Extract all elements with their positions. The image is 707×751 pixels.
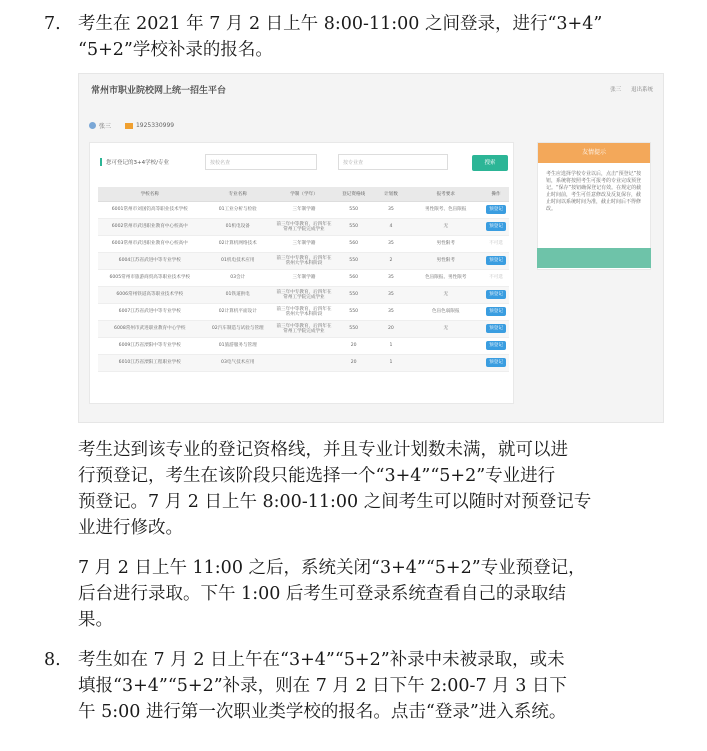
table-cell: 三年制学籍 — [274, 269, 334, 286]
table-cell: 6009江苏省溧阳中等专业学校 — [98, 337, 202, 354]
search-title: 您可登记的3+4学校/专业 — [100, 158, 169, 166]
table-cell: 550 — [334, 320, 373, 337]
search-row — [90, 143, 515, 179]
pre-register-button[interactable]: 预登记 — [486, 290, 506, 299]
brand-title: 常州市职业院校网上统一招生平台 — [91, 86, 227, 96]
table-cell: 550 — [334, 218, 373, 235]
para-b-line-1: 7 月 2 日上午 11:00 之后，系统关闭“3+4”“5+2”专业预登记， — [78, 558, 586, 578]
table-cell — [409, 354, 484, 371]
table-cell — [483, 269, 509, 286]
para-a-line-1: 考生达到该专业的登记资格线，并且专业计划数未满，就可以进 — [78, 440, 568, 460]
pre-register-button[interactable]: 预登记 — [486, 358, 506, 367]
table-cell: 01旅游服务与管理 — [202, 337, 274, 354]
table-cell — [483, 337, 509, 354]
top-link-user[interactable]: 张三 — [610, 87, 622, 93]
table-cell: 550 — [334, 252, 373, 269]
para-b-line-2: 后台进行录取。下午 1:00 后考生可登录系统查看自己的录取结 — [78, 584, 566, 604]
col-major: 专业名称 — [202, 187, 274, 201]
table-row — [98, 337, 509, 354]
pre-register-button[interactable]: 预登记 — [486, 341, 506, 350]
table-cell: 560 — [334, 269, 373, 286]
table-row — [98, 201, 509, 218]
table-cell: 03会计 — [202, 269, 274, 286]
table-cell: 560 — [334, 235, 373, 252]
table-cell — [483, 201, 509, 218]
top-links — [602, 85, 653, 93]
table-row — [98, 354, 509, 371]
item-7-line-2: “5+2”学校补录的报名。 — [78, 40, 273, 60]
pre-register-button[interactable]: 预登记 — [486, 307, 506, 316]
table-cell: 色盲色弱限报 — [409, 303, 484, 320]
col-threshold: 登记资格线 — [334, 187, 373, 201]
table-row — [98, 286, 509, 303]
pre-register-button[interactable]: 预登记 — [486, 324, 506, 333]
table-cell: 6002常州市武进职业教育中心校高中 — [98, 218, 202, 235]
table-cell: 35 — [373, 303, 408, 320]
table-cell: 6003常州市武进职业教育中心校高中 — [98, 235, 202, 252]
notice-body: 考生应选择学校专业以后，点击“预登记”按钮，系统将按照考生可报考的专业完成预登记。“保存”按钮确保登记有效。在规定的截止时间前，考生可任意修改及反复保存，截止时间以系统时间为准，截止时间后不得修改。 — [546, 171, 642, 212]
table-cell: 6004江苏省武进中等专业学校 — [98, 252, 202, 269]
item-8-line-2: 填报“3+4”“5+2”补录，则在 7 月 2 日下午 2:00-7 月 3 日下 — [78, 676, 567, 696]
table-cell: 6006常州铁道高等职业技术学校 — [98, 286, 202, 303]
table-row — [98, 320, 509, 337]
table-cell: 无 — [409, 320, 484, 337]
table-cell — [483, 320, 509, 337]
table-cell: 无 — [409, 218, 484, 235]
school-table — [98, 187, 509, 372]
search-button[interactable]: 搜索 — [472, 155, 508, 171]
user-info — [89, 121, 174, 130]
table-row — [98, 252, 509, 269]
para-a-line-2: 行预登记，考生在该阶段只能选择一个“3+4”“5+2”专业进行 — [78, 466, 556, 486]
table-cell: 男性限考、色盲限报 — [409, 201, 484, 218]
table-cell: 02汽车制造与试验与管理 — [202, 320, 274, 337]
table-row — [98, 303, 509, 320]
table-cell — [409, 337, 484, 354]
user-phone: 1925330999 — [135, 122, 175, 129]
item-8-number: 8. — [44, 650, 61, 670]
col-plan: 计划数 — [373, 187, 408, 201]
table-cell — [483, 235, 509, 252]
col-action: 操作 — [483, 187, 509, 201]
user-name: 张三 — [99, 123, 112, 130]
col-requirement: 报考要求 — [409, 187, 484, 201]
table-cell: 6005常州市旅游商贸高等职业技术学校 — [98, 269, 202, 286]
disabled-action: 不可选 — [489, 241, 503, 246]
table-cell: 01机电设备 — [202, 218, 274, 235]
top-bar — [79, 74, 663, 104]
disabled-action: 不可选 — [489, 275, 503, 280]
major-search-input[interactable]: 按专业查 — [338, 154, 448, 170]
table-cell: 前三年中等教育，后四年在常州工学院完成学业 — [274, 320, 334, 337]
notice-title: 友情提示 — [538, 143, 650, 163]
table-cell: 03电气技术应用 — [202, 354, 274, 371]
table-cell: 2 — [373, 252, 408, 269]
table-cell: 02计算机平面设计 — [202, 303, 274, 320]
table-cell: 01机电技术应用 — [202, 252, 274, 269]
item-8-line-1: 考生如在 7 月 2 日上午在“3+4”“5+2”补录中未被录取，或未 — [78, 650, 565, 670]
registration-panel — [89, 142, 514, 404]
table-cell — [483, 286, 509, 303]
table-cell: 35 — [373, 286, 408, 303]
top-link-logout[interactable]: 退出系统 — [630, 87, 653, 93]
table-cell: 1 — [373, 337, 408, 354]
table-row — [98, 218, 509, 235]
table-cell: 01铁道供电 — [202, 286, 274, 303]
table-cell: 35 — [373, 235, 408, 252]
col-duration: 学制（学年） — [274, 187, 334, 201]
table-cell: 6007江苏省武进中等专业学校 — [98, 303, 202, 320]
pre-register-button[interactable]: 预登记 — [486, 222, 506, 231]
table-cell — [274, 354, 334, 371]
table-cell: 35 — [373, 269, 408, 286]
notice-footer-bar — [537, 248, 651, 268]
para-b-line-3: 果。 — [78, 610, 113, 630]
table-cell: 色盲限报、男性限考 — [409, 269, 484, 286]
school-search-input[interactable]: 按校名查 — [205, 154, 317, 170]
table-cell: 男性限考 — [409, 235, 484, 252]
table-cell: 6008常州市武进职业教育中心学校 — [98, 320, 202, 337]
table-cell: 20 — [334, 354, 373, 371]
table-cell — [483, 354, 509, 371]
table-cell: 前三年中专教育，后四年在常州工学院完成学业 — [274, 286, 334, 303]
table-cell: 4 — [373, 218, 408, 235]
table-cell: 02计算机网络技术 — [202, 235, 274, 252]
item-7-line-1: 考生在 2021 年 7 月 2 日上午 8:00-11:00 之间登录，进行“3+4” — [78, 14, 603, 34]
table-cell — [274, 337, 334, 354]
embedded-screenshot — [78, 73, 664, 423]
table-cell: 6010江苏省溧阳工程职业学校 — [98, 354, 202, 371]
table-cell: 550 — [334, 201, 373, 218]
item-8-line-3: 午 5:00 进行第一次职业类学校的报名。点击“登录”进入系统。 — [78, 702, 567, 722]
table-cell: 20 — [373, 320, 408, 337]
item-7-number: 7. — [44, 14, 61, 34]
table-cell: 男性限考 — [409, 252, 484, 269]
para-a-line-4: 业进行修改。 — [78, 518, 183, 538]
table-cell: 550 — [334, 286, 373, 303]
table-cell — [483, 303, 509, 320]
table-cell: 三年制学籍 — [274, 235, 334, 252]
pre-register-button[interactable]: 预登记 — [486, 256, 506, 265]
table-cell: 三年制学籍 — [274, 201, 334, 218]
pre-register-button[interactable]: 预登记 — [486, 205, 506, 214]
table-cell: 前三年中等教育，后四年在常州大学本科阶段 — [274, 303, 334, 320]
phone-icon — [125, 123, 133, 129]
table-header-row — [98, 187, 509, 201]
table-body — [98, 201, 509, 371]
table-cell — [483, 218, 509, 235]
col-school: 学校名称 — [98, 187, 202, 201]
table-cell: 前三年中等教育，后四年在常州工学院完成学业 — [274, 218, 334, 235]
table-cell: 前三年中专教育，后四年在常州大学本科阶段 — [274, 252, 334, 269]
table-row — [98, 235, 509, 252]
table-cell: 35 — [373, 201, 408, 218]
para-a-line-3: 预登记。7 月 2 日上午 8:00-11:00 之间考生可以随时对预登记专 — [78, 492, 592, 512]
user-icon — [89, 122, 96, 129]
table-cell: 01工业分析与检验 — [202, 201, 274, 218]
table-cell: 6001常州市刘国钧高等职业技术学校 — [98, 201, 202, 218]
table-cell: 1 — [373, 354, 408, 371]
table-cell — [483, 252, 509, 269]
table-cell: 550 — [334, 303, 373, 320]
table-cell: 无 — [409, 286, 484, 303]
table-cell: 20 — [334, 337, 373, 354]
table-row — [98, 269, 509, 286]
